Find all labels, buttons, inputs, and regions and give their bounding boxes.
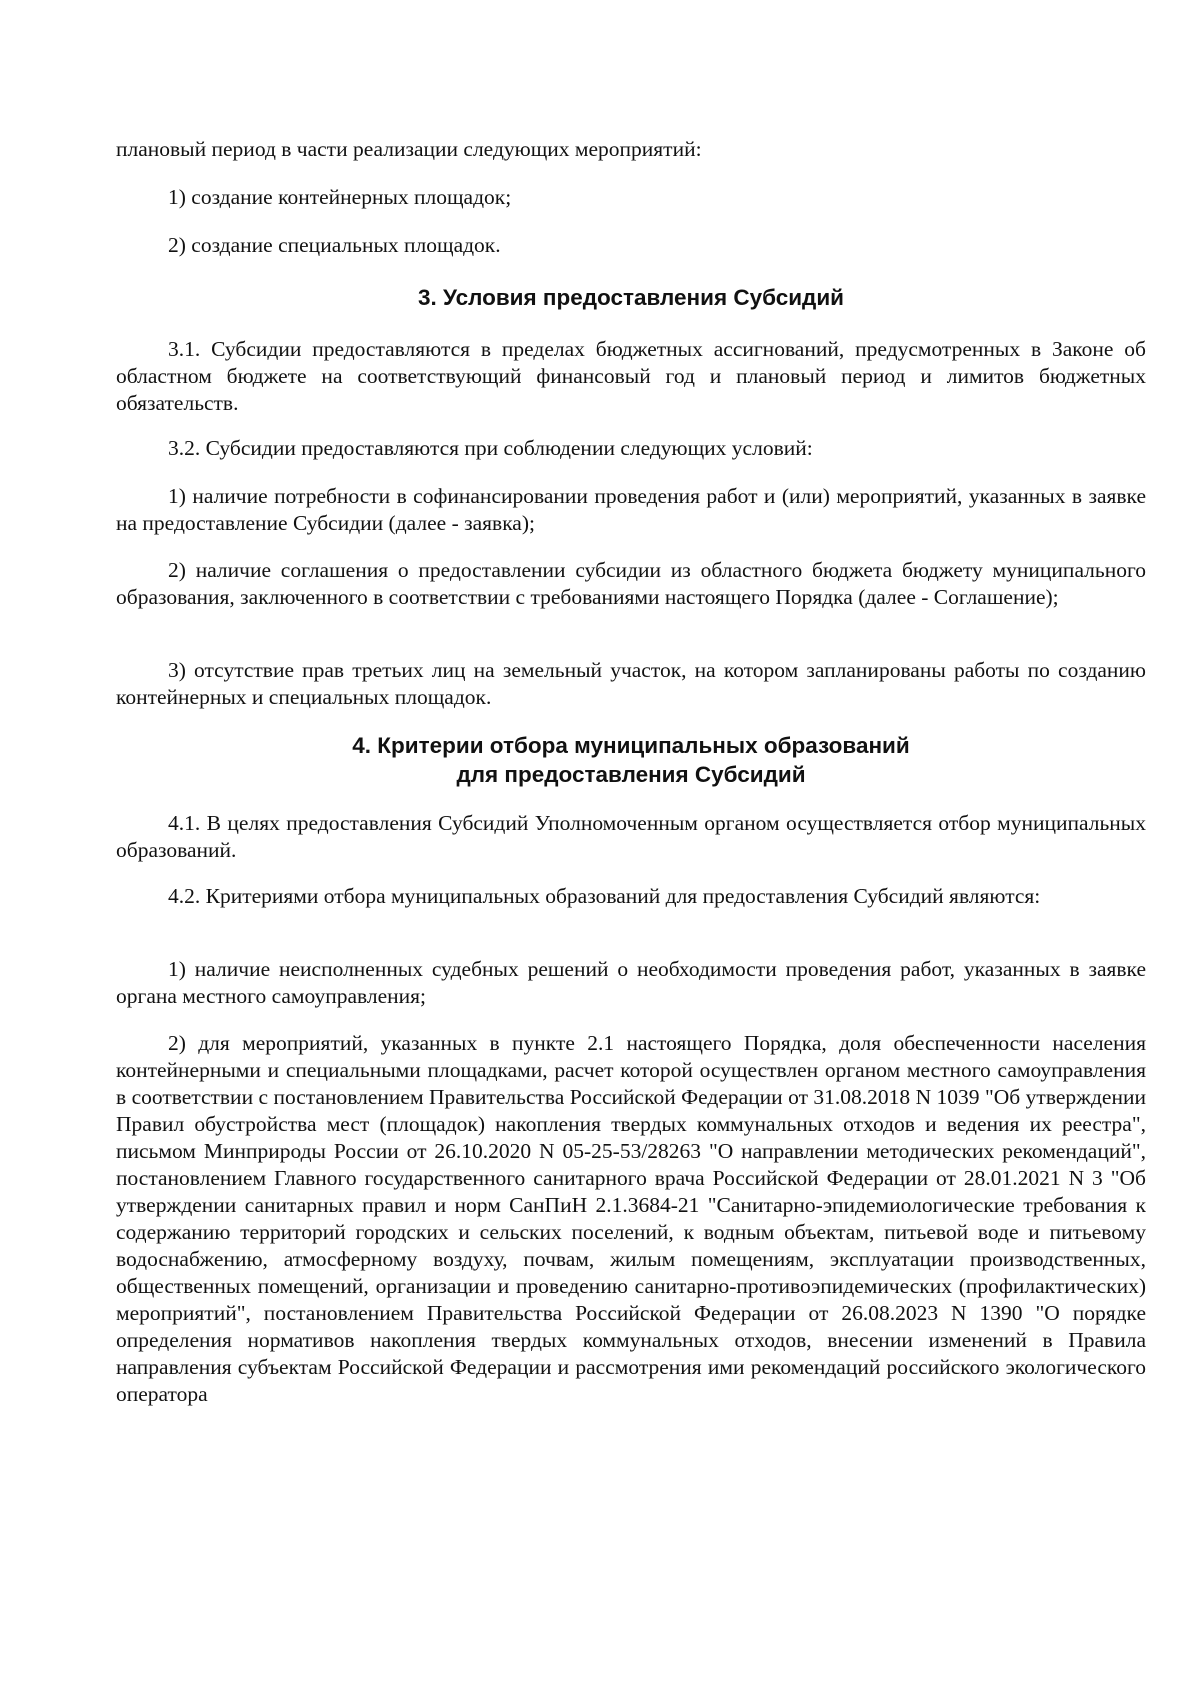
paragraph-4-2: 4.2. Критериями отбора муниципальных образований для предоставления Субсидий являются: [168,884,1041,908]
section-4-title-line-2: для предоставления Субсидий [456,762,806,787]
condition-2: 2) наличие соглашения о предоставлении субсидии из областного бюджета бюджету муниципального образования, заключенного в соответствии с требованиями настоящего Порядка (далее - Соглашение); [116,558,1146,609]
section-3-title [116,283,1146,312]
criterion-2: 2) для мероприятий, указанных в пункте 2.1 настоящего Порядка, доля обеспеченности населения контейнерными и специальными площадками, расчет которой осуществлен органом местного самоуправления в соответствии с постановлением Правительства Российской Федерации от 31.08.2018 N 1039 "Об утверждении Правил обустройства мест (площадок) накопления твердых коммунальных отходов и ведения их реестра", письмом Минприроды России от 26.10.2020 N 05-25-53/28263 "О направлении методических рекомендаций", постановлением Главного государственного санитарного врача Российской Федерации от 28.01.2021 N 3 "Об утверждении санитарных правил и норм СанПиН 2.1.3684-21 "Санитарно-эпидемиологические требования к содержанию территорий городских и сельских поселений, к водным объектам, питьевой воде и питьевому водоснабжению, атмосферному воздуху, почвам, жилым помещениям, эксплуатации производственных, общественных помещений, организации и проведению санитарно-противоэпидемических (профилактических) мероприятий", постановлением Правительства Российской Федерации от 26.08.2023 N 1390 "О порядке определения нормативов накопления твердых коммунальных отходов, внесении изменений в Правила направления субъектам Российской Федерации и рассмотрения ими рекомендаций российского экологического оператора [116,1031,1146,1406]
paragraph-3-2: 3.2. Субсидии предоставляются при соблюдении следующих условий: [168,436,813,460]
section-3-title-text: 3. Условия предоставления Субсидий [417,285,845,310]
condition-1: 1) наличие потребности в софинансировании проведения работ и (или) мероприятий, указанных в заявке на предоставление Субсидии (далее - заявка); [116,484,1146,535]
intro-line: плановый период в части реализации следующих мероприятий: [116,137,702,161]
criterion-1: 1) наличие неисполненных судебных решений о необходимости проведения работ, указанных в заявке органа местного самоуправления; [116,957,1146,1008]
paragraph-4-1: 4.1. В целях предоставления Субсидий Уполномоченным органом осуществляется отбор муниципальных образований. [116,811,1146,862]
list-item-container-sites: 1) создание контейнерных площадок; [168,185,512,209]
section-4-title-line-1: 4. Критерии отбора муниципальных образований [352,733,910,758]
list-item-special-sites: 2) создание специальных площадок. [168,233,501,257]
paragraph-3-1: 3.1. Субсидии предоставляются в пределах бюджетных ассигнований, предусмотренных в Законе об областном бюджете на соответствующий финансовый год и плановый период и лимитов бюджетных обязательств. [116,337,1146,415]
condition-3: 3) отсутствие прав третьих лиц на земельный участок, на котором запланированы работы по созданию контейнерных и специальных площадок. [116,658,1146,709]
section-4-title [116,731,1146,789]
